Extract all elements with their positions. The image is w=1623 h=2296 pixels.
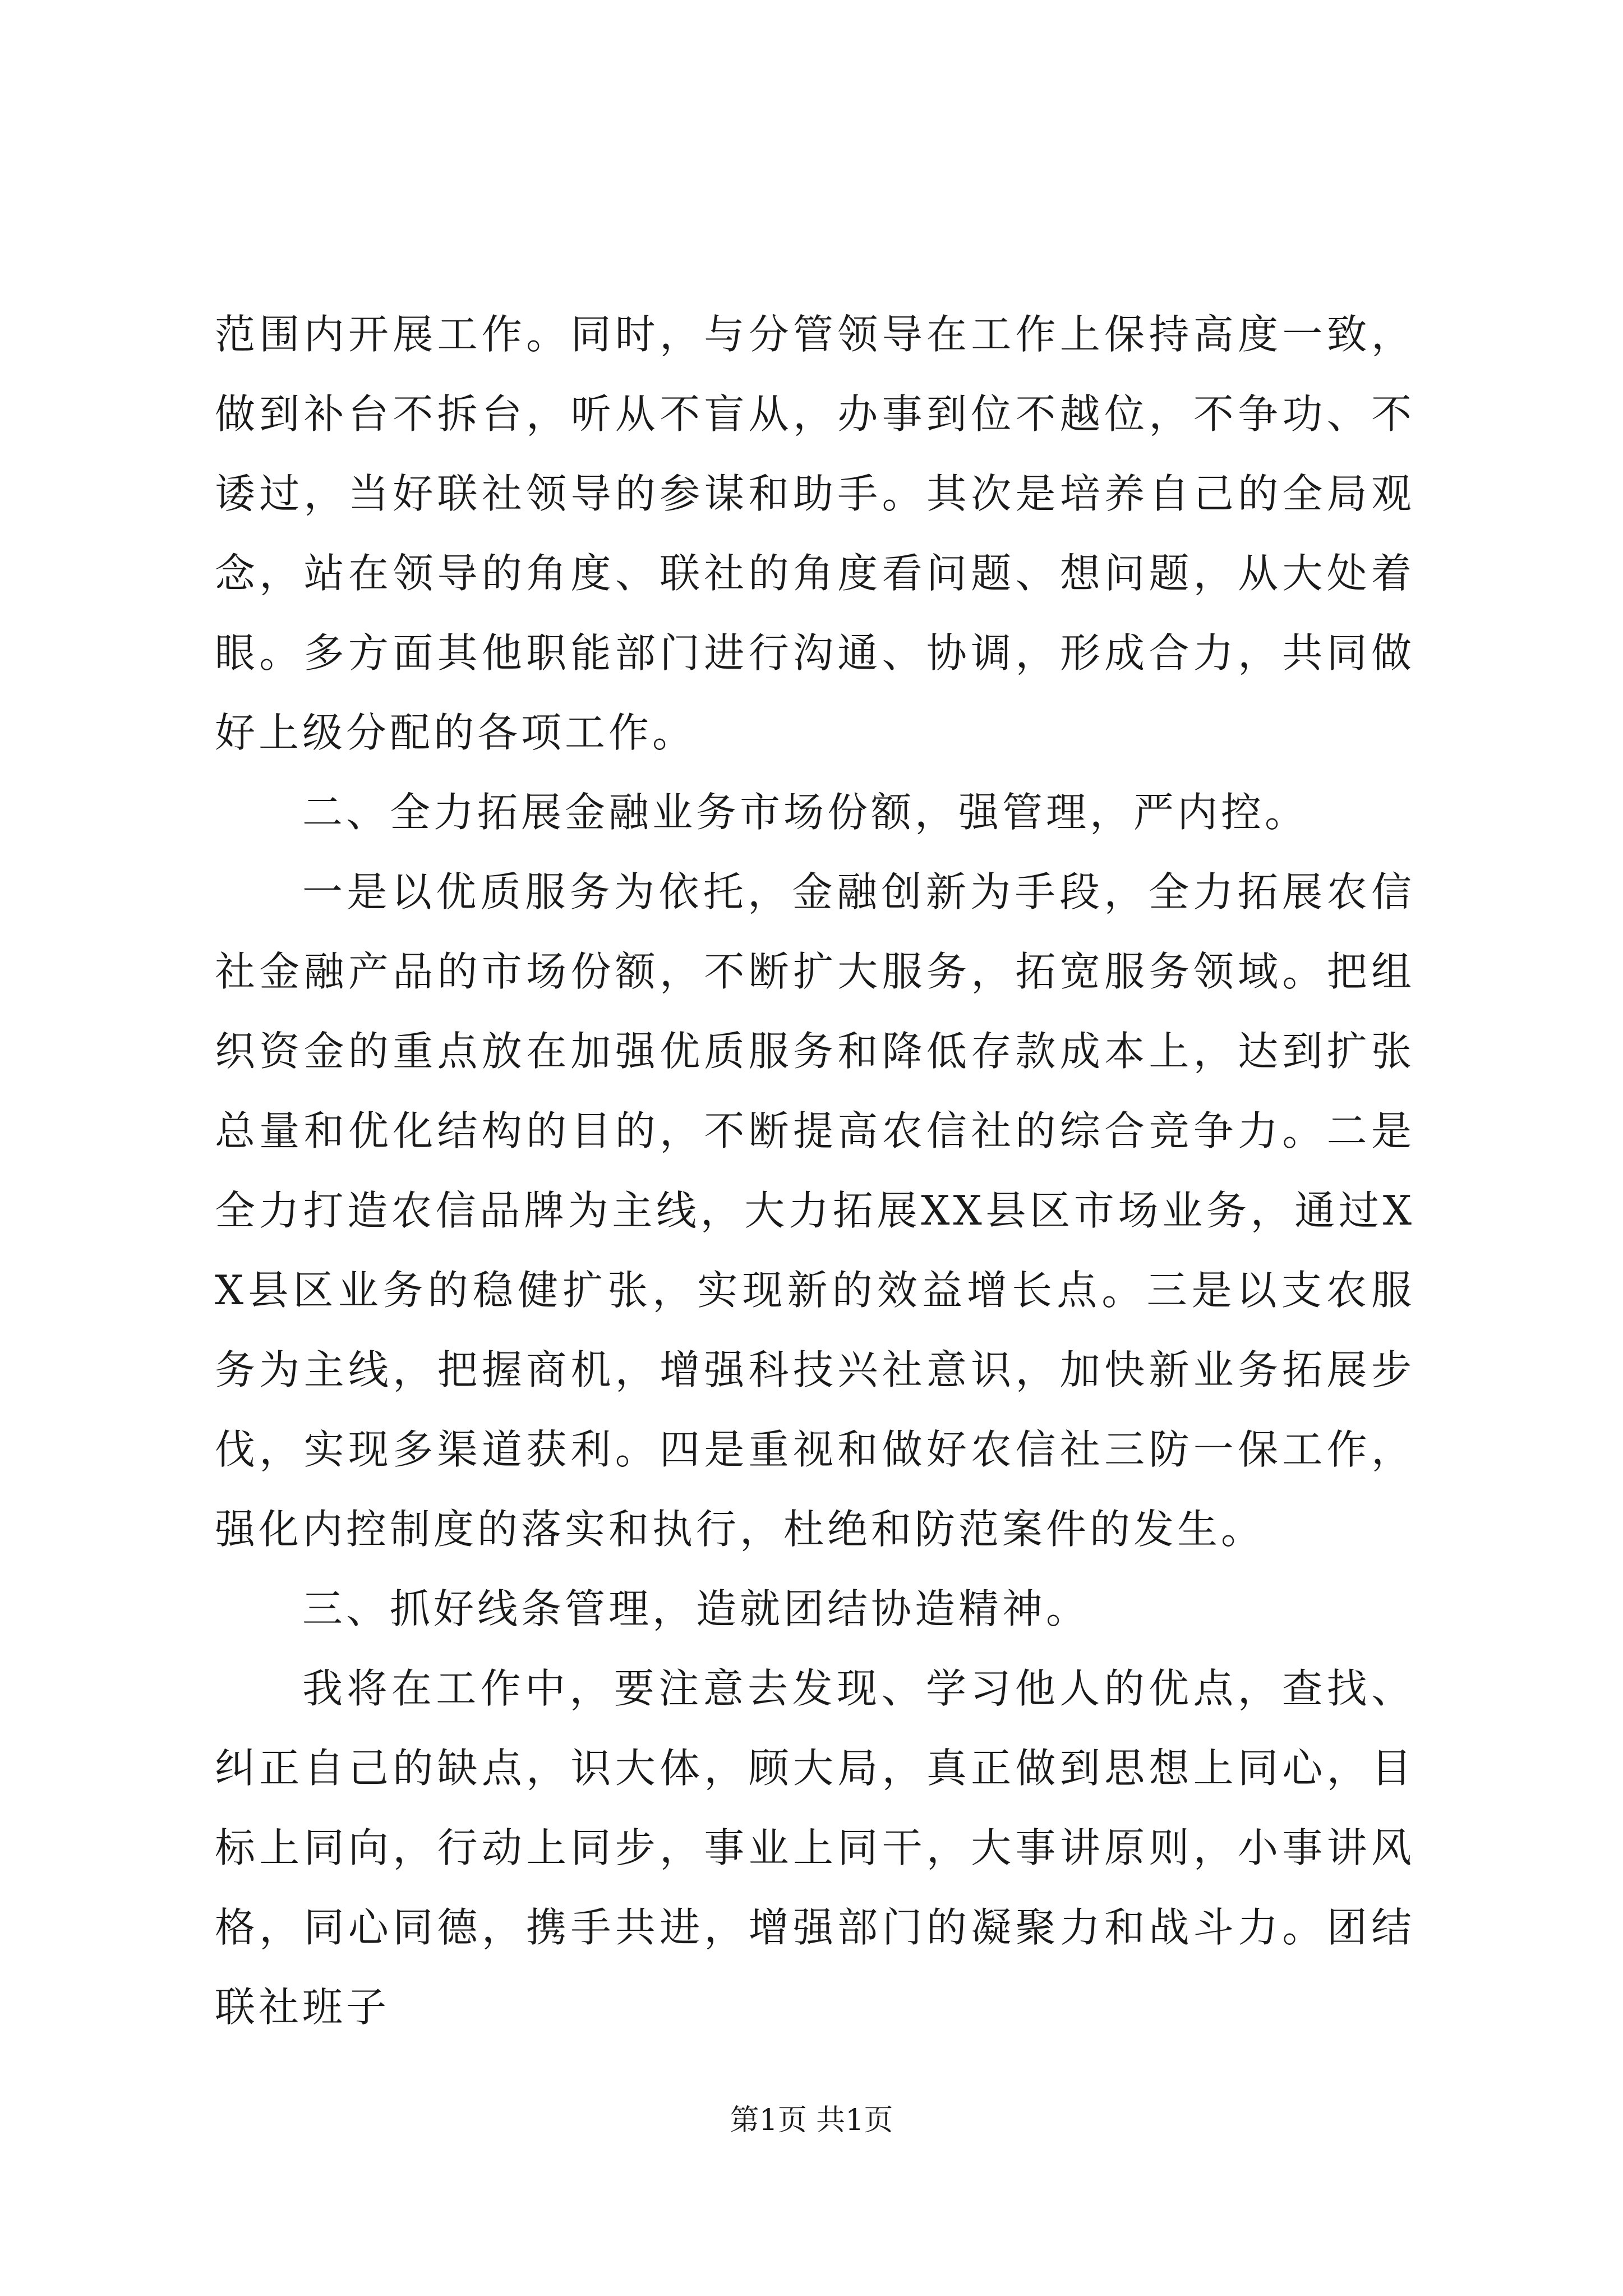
page-footer: 第1页 共1页: [730, 2104, 893, 2137]
paragraph-3: 我将在工作中，要注意去发现、学习他人的优点，查找、纠正自己的缺点，识大体，顾大局，真正做到思想上同心，目标上同向，行动上同步，事业上同干，大事讲原则，小事讲风格，同心同德，携手共进，增强部门的凝聚力和战斗力。团结联社班子: [215, 1665, 1415, 2031]
document-body: [215, 295, 1415, 2047]
section-heading-3: 三、抓好线条管理，造就团结协造精神。: [302, 1585, 1090, 1632]
section-heading-2: 二、全力拓展金融业务市场份额，强管理，严内控。: [302, 789, 1309, 836]
paragraph-2: 一是以优质服务为依托，金融创新为手段，全力拓展农信社金融产品的市场份额，不断扩大服务，拓宽服务领域。把组织资金的重点放在加强优质服务和降低存款成本上，达到扩张总量和优化结构的目的，不断提高农信社的综合竞争力。二是全力打造农信品牌为主线，大力拓展XX县区市场业务，通过XX县区业务的稳健扩张，实现新的效益增长点。三是以支农服务为主线，把握商机，增强科技兴社意识，加快新业务拓展步伐，实现多渠道获利。四是重视和做好农信社三防一保工作，强化内控制度的落实和执行，杜绝和防范案件的发生。: [215, 868, 1415, 1553]
paragraph-1: 范围内开展工作。同时，与分管领导在工作上保持高度一致，做到补台不拆台，听从不盲从，办事到位不越位，不争功、不诿过，当好联社领导的参谋和助手。其次是培养自己的全局观念，站在领导的角度、联社的角度看问题、想问题，从大处着眼。多方面其他职能部门进行沟通、协调，形成合力，共同做好上级分配的各项工作。: [215, 311, 1415, 756]
